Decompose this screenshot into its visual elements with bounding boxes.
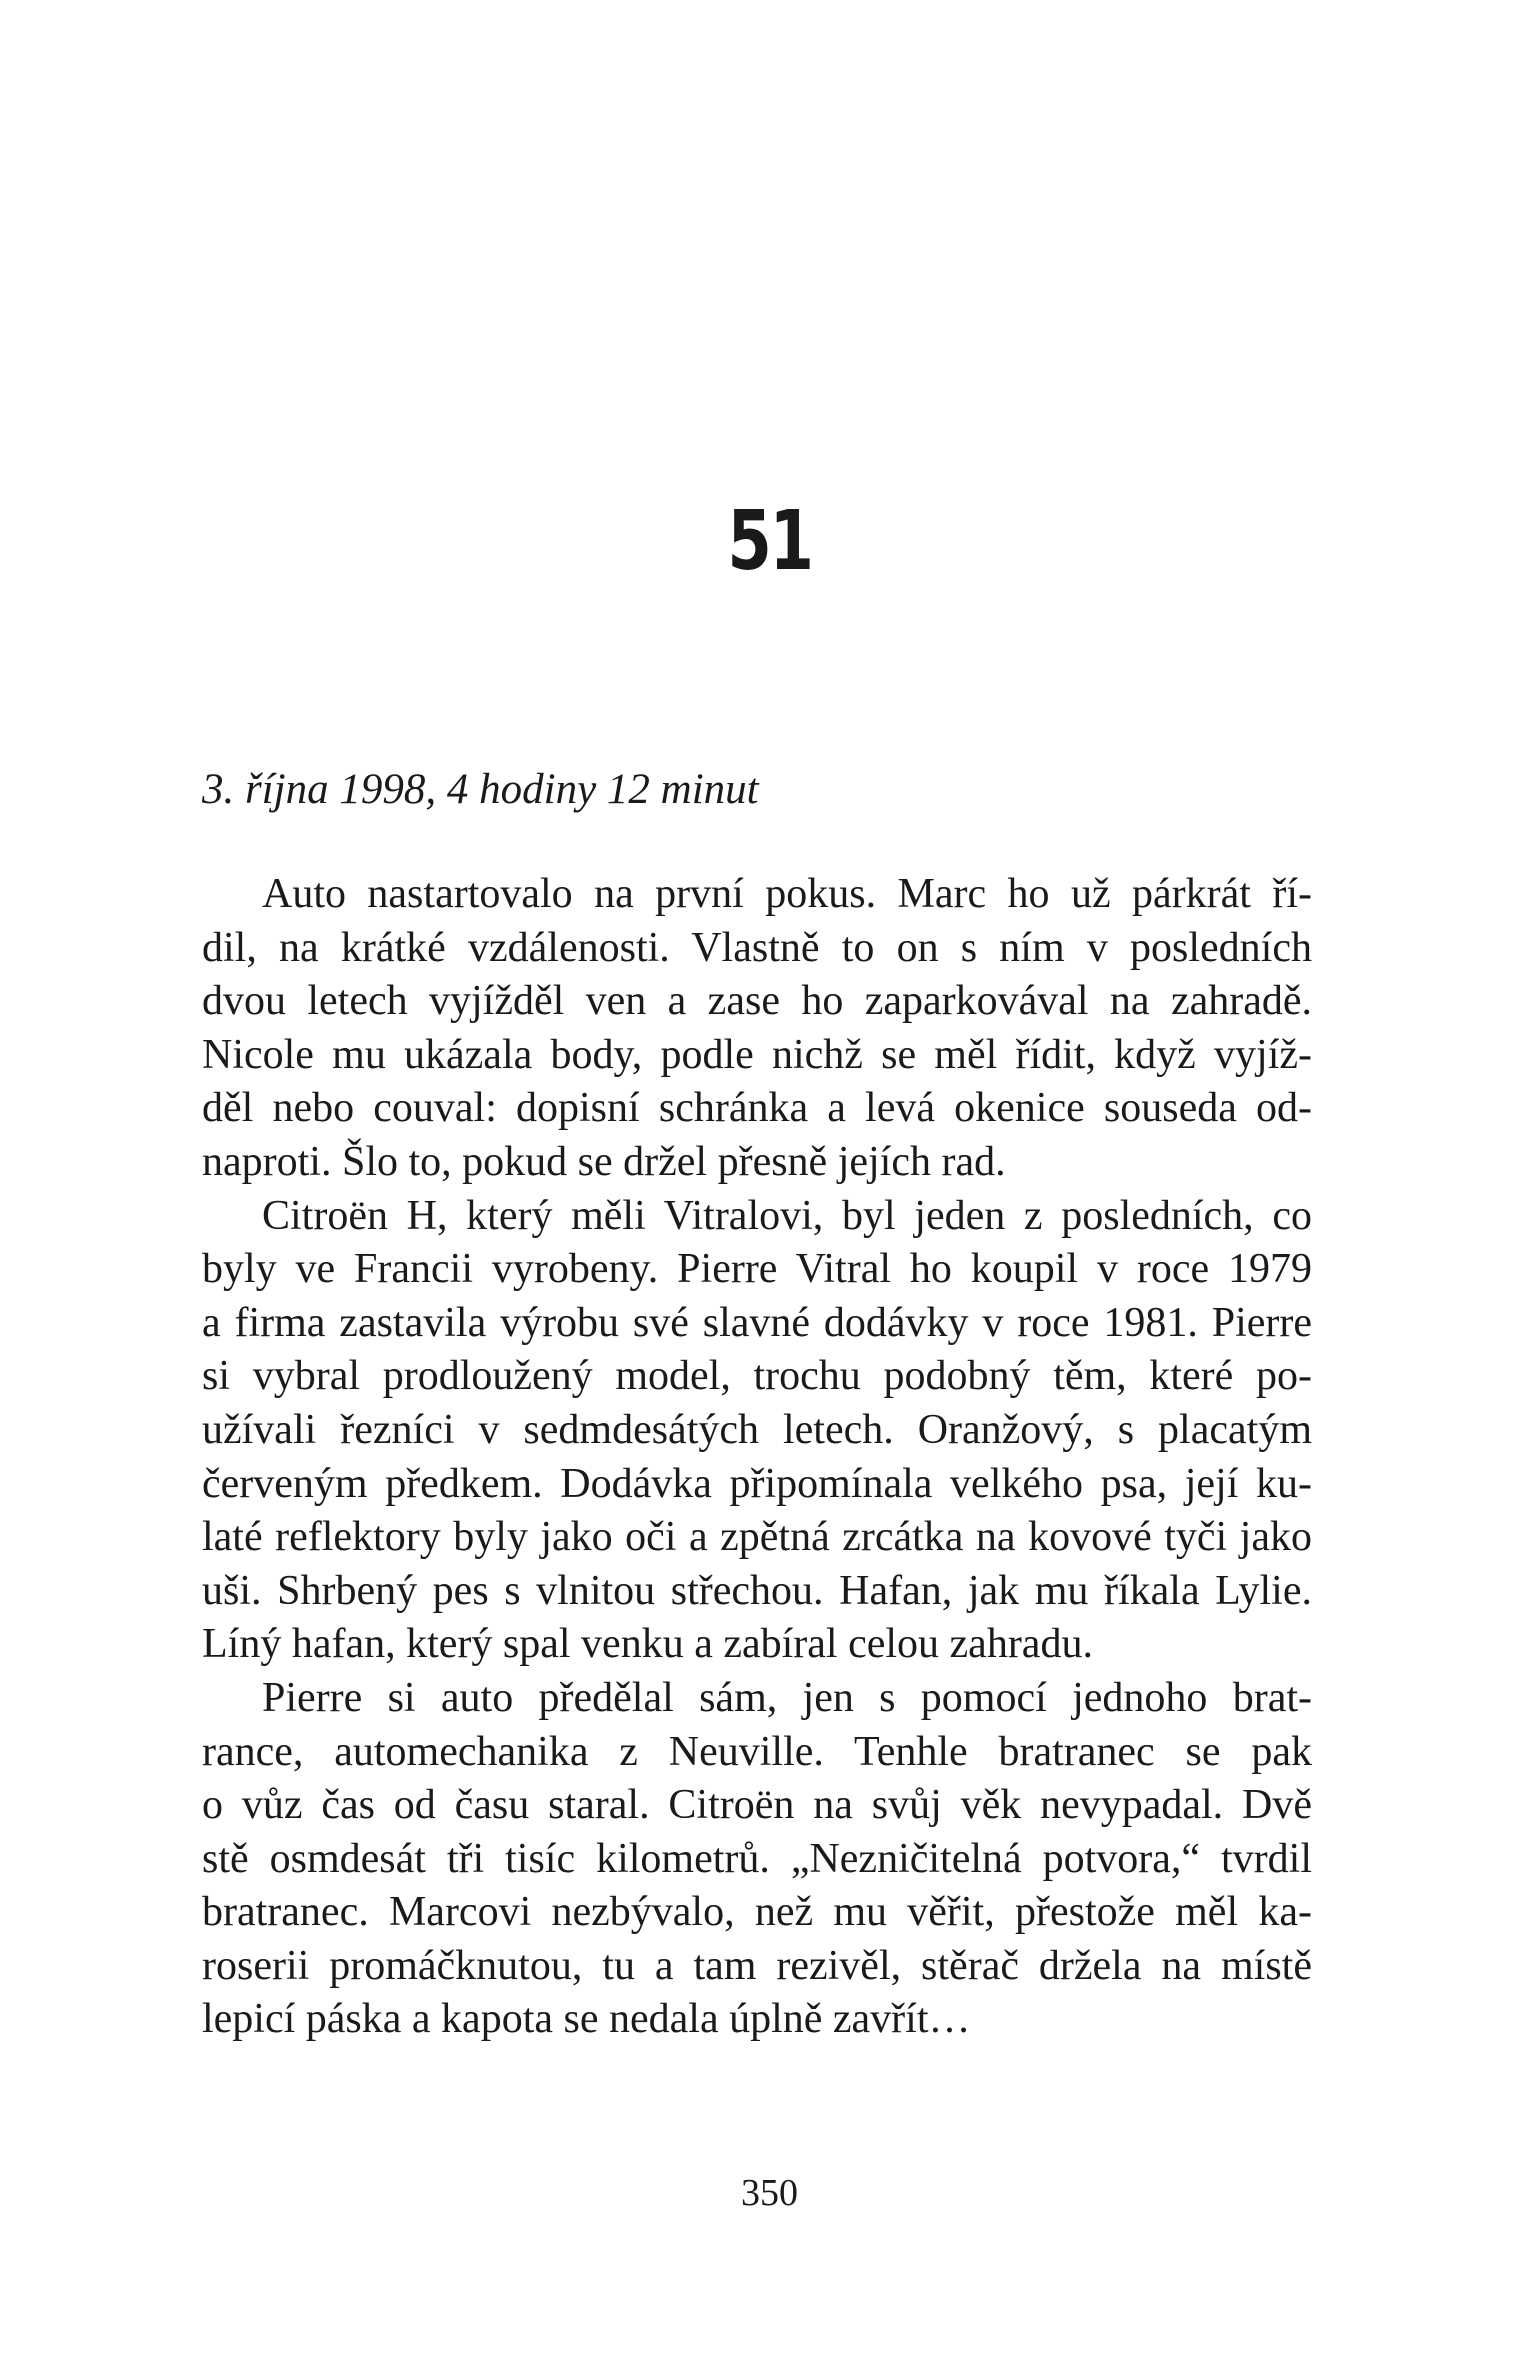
paragraph-line: dvou letech vyjížděl ven a zase ho zaparkovával na zahradě. — [202, 978, 1312, 1025]
paragraph-line: a firma zastavila výrobu své slavné dodávky v roce 1981. Pierre — [202, 1299, 1312, 1346]
body-text — [202, 868, 1312, 2047]
paragraph-line: laté reflektory byly jako oči a zpětná zrcátka na kovové tyči jako — [202, 1514, 1312, 1561]
paragraph-line: Líný hafan, který spal venku a zabíral celou zahradu. — [202, 1621, 1093, 1668]
paragraph-line: Citroën H, který měli Vitralovi, byl jeden z posledních, co — [262, 1192, 1312, 1239]
chapter-number: 51 — [727, 494, 812, 589]
chapter-date: 3. října 1998, 4 hodiny 12 minut — [202, 766, 759, 813]
paragraph-line: naproti. Šlo to, pokud se držel přesně jejích rad. — [202, 1138, 1006, 1185]
paragraph-line: stě osmdesát tři tisíc kilometrů. „Nezničitelná potvora,“ tvrdil — [202, 1835, 1312, 1882]
paragraph-line: užívali řezníci v sedmdesátých letech. Oranžový, s placatým — [202, 1406, 1312, 1453]
paragraph-line: děl nebo couval: dopisní schránka a levá okenice souseda od- — [202, 1085, 1312, 1132]
paragraph-line: byly ve Francii vyrobeny. Pierre Vitral ho koupil v roce 1979 — [202, 1246, 1312, 1293]
page-number: 350 — [741, 2172, 798, 2214]
paragraph-line: rance, automechanika z Neuville. Tenhle bratranec se pak — [202, 1728, 1312, 1775]
paragraph-line: roserii promáčknutou, tu a tam rezivěl, stěrač držela na místě — [202, 1942, 1312, 1989]
paragraph-line: dil, na krátké vzdálenosti. Vlastně to on s ním v posledních — [202, 924, 1312, 971]
paragraph-line: Auto nastartovalo na první pokus. Marc ho už párkrát ří- — [262, 871, 1312, 917]
paragraph-line: lepicí páska a kapota se nedala úplně zavřít… — [202, 1996, 971, 2043]
paragraph-line: uši. Shrbený pes s vlnitou střechou. Hafan, jak mu říkala Lylie. — [202, 1567, 1312, 1614]
paragraph-line: o vůz čas od času staral. Citroën na svůj věk nevypadal. Dvě — [202, 1782, 1312, 1829]
paragraph-line: červeným předkem. Dodávka připomínala velkého psa, její ku- — [202, 1460, 1312, 1507]
paragraph-line: Nicole mu ukázala body, podle nichž se měl řídit, když vyjíž- — [202, 1031, 1312, 1078]
paragraph-line: Pierre si auto předělal sám, jen s pomocí jednoho brat- — [262, 1674, 1312, 1721]
paragraph-line: si vybral prodloužený model, trochu podobný těm, které po- — [202, 1353, 1312, 1400]
paragraph-line: bratranec. Marcovi nezbývalo, než mu věřit, přestože měl ka- — [202, 1889, 1312, 1936]
